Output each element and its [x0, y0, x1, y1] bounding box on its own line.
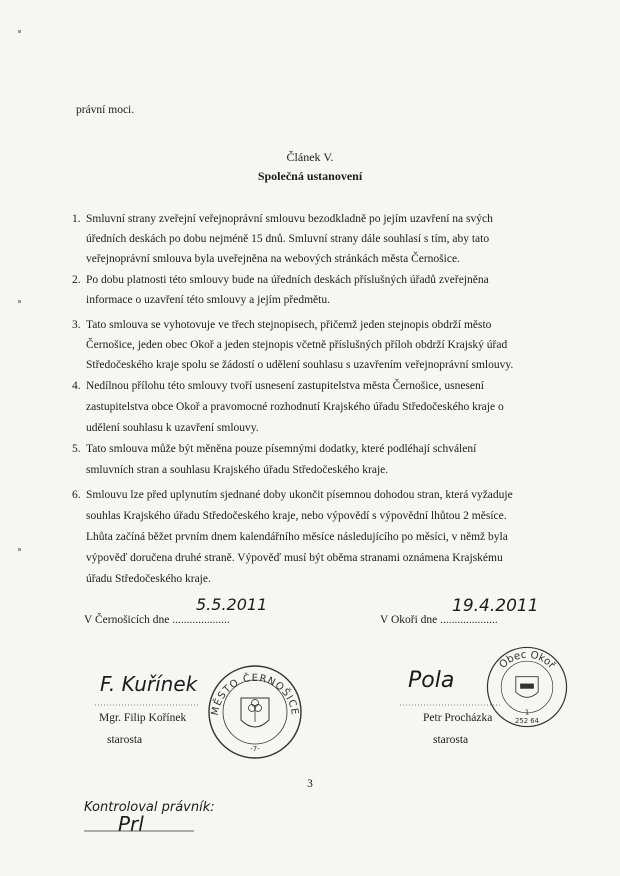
item-line: informace o uzavření této smlouvy a jejím předmětu.: [86, 294, 330, 306]
signature-line: [95, 700, 205, 710]
right-stamp-text: Obec Okoř: [496, 648, 558, 671]
item-line: Lhůta začíná běžet prvním dnem kalendářního měsíce následujícího po měsíci, v němž byla: [86, 531, 508, 543]
left-signature: F. Kuřínek: [100, 672, 198, 696]
okor-stamp-icon: [484, 644, 570, 730]
right-signature: Pola: [408, 668, 455, 693]
svg-text:Obec Okoř: [497, 649, 558, 672]
left-signer-name: Mgr. Filip Kořínek: [99, 712, 187, 724]
item-number: 3.: [72, 319, 81, 331]
item-line: Po dobu platnosti této smlouvy bude na úředních deskách příslušných úřadů zveřejněna: [86, 274, 489, 286]
article-heading: Článek V.: [286, 150, 334, 164]
right-signer-role: starosta: [433, 734, 469, 746]
item-line: Tato smlouva se vyhotovuje ve třech stejnopisech, přičemž jeden stejnopis obdrží město: [86, 319, 492, 331]
punch-mark: [18, 30, 21, 33]
right-signer-name: Petr Procházka: [423, 712, 493, 724]
right-stamp-zip: 252 64: [514, 717, 540, 726]
item-line: udělení souhlasu k uzavření smlouvy.: [86, 422, 259, 434]
item-number: 2.: [72, 274, 81, 286]
item-line: Středočeského kraje spolu se žádostí o udělení souhlasu s uzavřením veřejnoprávní smlouvy.: [86, 359, 514, 371]
item-line: Smluvní strany zveřejní veřejnoprávní smlouvu bezodkladně po jejím uzavření na svých: [86, 213, 493, 225]
left-place-label: V Černošicích dne: [84, 614, 170, 626]
left-stamp-text: MĚSTO ČERNOŠICE: [209, 672, 301, 717]
item-number: 6.: [72, 489, 81, 501]
item-line: veřejnoprávní smlouva byla uveřejněna na webových stránkách města Černošice.: [86, 253, 460, 265]
page-number: 3: [307, 778, 313, 790]
right-stamp-number: 1: [524, 708, 530, 717]
item-line: úředních deskách po dobu nejméně 15 dnů. Smluvní strany dále souhlasí s tím, aby tato: [86, 233, 490, 245]
item-line: Smlouvu lze před uplynutím sjednané doby ukončit písemnou dohodou stran, která vyžaduje: [86, 489, 513, 501]
footer-signature: Prl: [118, 812, 144, 836]
item-line: souhlas Krajského úřadu Středočeského kraje, nebo výpovědí s výpovědní lhůtou 2 měsíce.: [86, 510, 507, 522]
item-line: Černošice, jeden obec Okoř a jeden stejnopis včetně příslušných příloh obdrží Krajský úřad: [86, 339, 508, 351]
punch-mark: [18, 548, 21, 551]
left-date-line: [84, 614, 230, 626]
right-date-handwritten: 19.4.2011: [452, 596, 539, 616]
item-number: 1.: [72, 213, 81, 225]
right-date-dots: ....................: [440, 614, 498, 626]
left-date-handwritten: 5.5.2011: [196, 595, 268, 614]
item-number: 4.: [72, 380, 81, 392]
top-fragment: právní moci.: [76, 104, 135, 116]
left-stamp-number: -7-: [250, 745, 260, 753]
section-title: Společná ustanovení: [257, 169, 363, 183]
cernosice-stamp-icon: [205, 662, 305, 762]
left-date-dots: ....................: [172, 614, 230, 626]
item-line: úřadu Středočeského kraje.: [86, 573, 211, 585]
punch-mark: [18, 300, 21, 303]
item-line: smluvních stran a souhlasu Krajského úřadu Středočeského kraje.: [86, 464, 389, 476]
right-place-label: V Okoři dne: [380, 614, 438, 626]
item-number: 5.: [72, 443, 81, 455]
footer-signature-line: [84, 828, 196, 834]
item-line: Tato smlouva může být měněna pouze písemnými dodatky, které podléhají schválení: [86, 443, 477, 455]
item-line: zastupitelstva obce Okoř a pravomocné rozhodnutí Krajského úřadu Středočeského kraje o: [86, 401, 504, 413]
left-signer-role: starosta: [107, 734, 143, 746]
footer-label: Kontroloval právník:: [84, 800, 215, 815]
item-line: výpověď doručena druhé straně. Výpověď musí být oběma stranami oznámena Krajskému: [86, 552, 503, 564]
item-line: Nedílnou přílohu této smlouvy tvoří usnesení zastupitelstva města Černošice, usnesení: [86, 380, 484, 392]
